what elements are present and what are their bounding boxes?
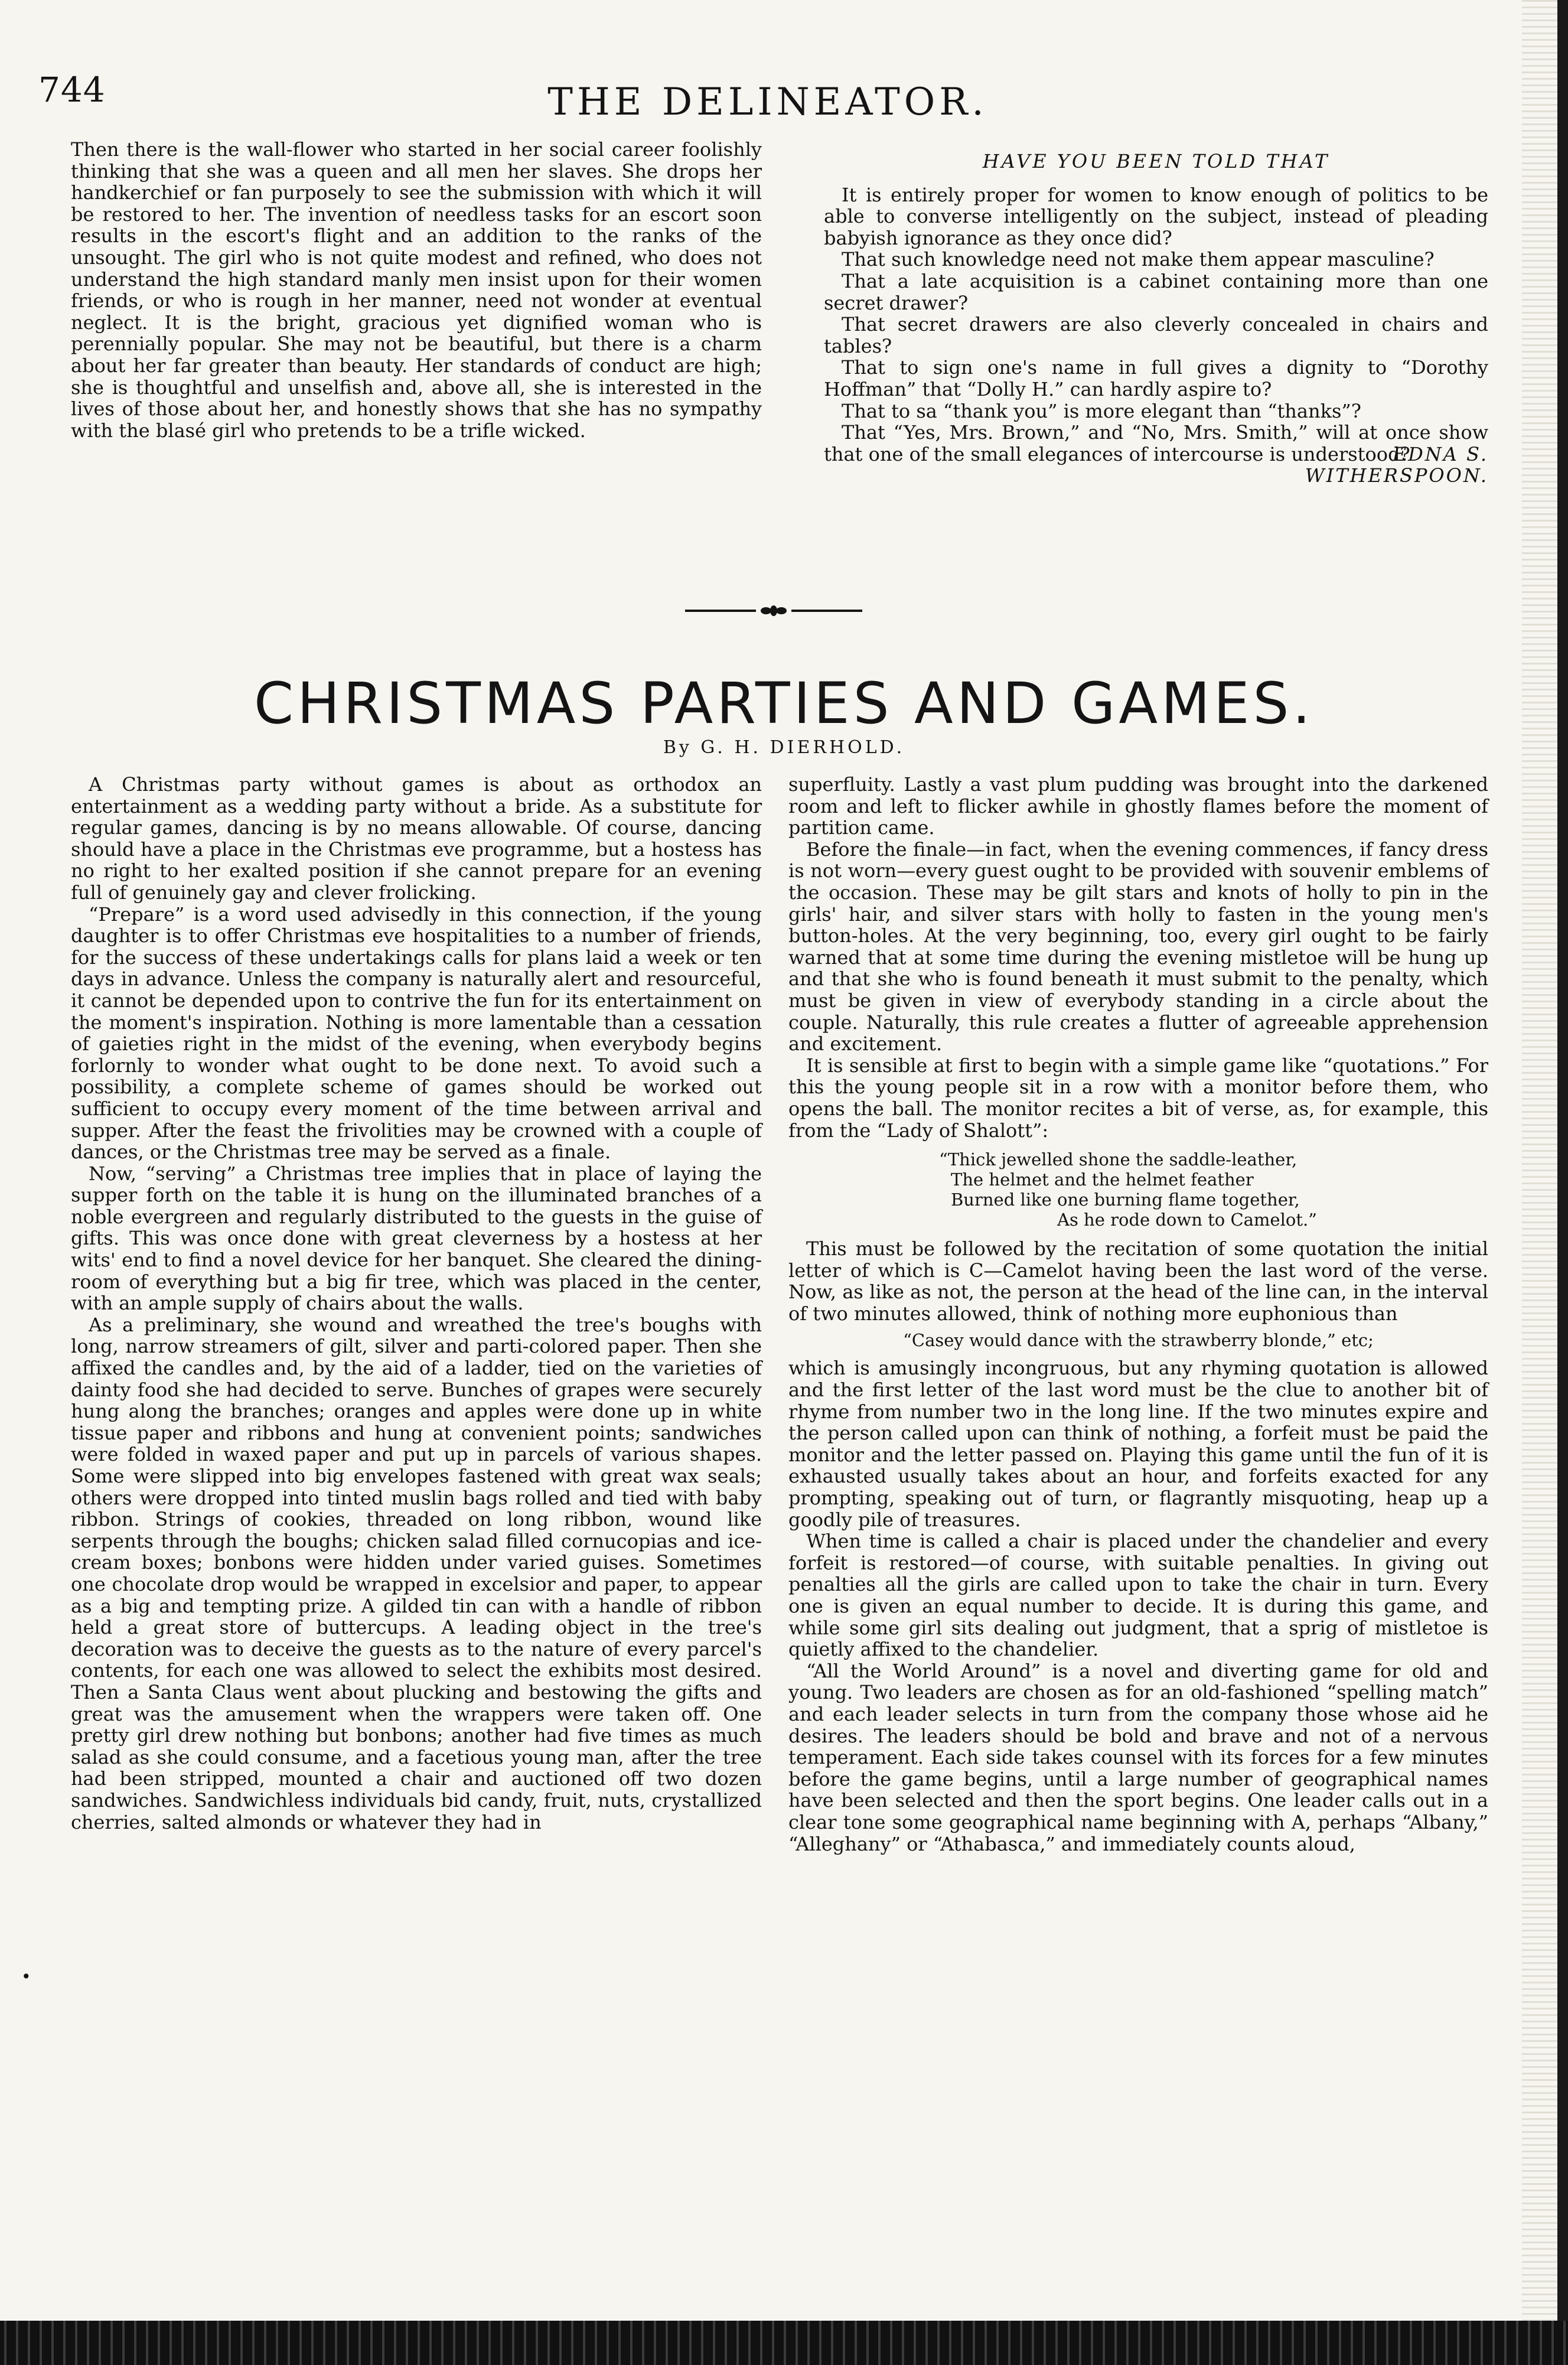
article-paragraph: It is sensible at first to begin with a simple game like “quotations.” For this the young people sit in a row with a monitor before them, who opens the ball. The monitor recites a bit of verse, as, for example, this from the “Lady of Shalott”: (788, 1054, 1488, 1142)
article-paragraph: When time is called a chair is placed under the chandelier and every forfeit is restored—of course, with suitable penalties. In giving out penalties all the girls are called upon to take the chair in turn. Every one is given an equal number to decide. It is during this game, and while some girl sits dealing out judgment, that a sprig of mistletoe is quietly affixed to the chandelier. (788, 1530, 1488, 1661)
section-heading: HAVE YOU BEEN TOLD THAT (982, 150, 1330, 172)
verse-line: “Thick jewelled shone the saddle-leather, (939, 1149, 1298, 1170)
scan-edge-border (1557, 0, 1568, 2365)
article-byline: By G. H. DIERHOLD. (663, 737, 905, 758)
told-item: That “Yes, Mrs. Brown,” and “No, Mrs. Smith,” will at once show that one of the small elegances of intercourse is understood? (824, 421, 1488, 465)
scan-edge-shading (1522, 0, 1557, 2365)
article-paragraph: Before the finale—in fact, when the evening commences, if fancy dress is not worn—every guest ought to be provided with souvenir emblems of the occasion. These may be gilt stars and knots of holly to pin in the girls' hair, and silver stars with holly to fasten in the young men's button-holes. At the very beginning, too, every girl ought to be fairly warned that at some time during the evening mistletoe will be hung up and that she who is found beneath it must submit to the penalty, which must be given in view of everybody standing in a circle about the couple. Naturally, this rule creates a flutter of agreeable apprehension and excitement. (788, 838, 1488, 1056)
article-paragraph: “Prepare” is a word used advisedly in this connection, if the young daughter is to offer Christmas eve hospitalities to a number of friends, for the success of these undertakings calls for plans laid a week or ten days in advance. Unless the company is naturally alert and resourceful, it cannot be depended upon to contrive the fun for its entertainment on the moment's inspiration. Nothing is more lamentable than a cessation of gaieties right in the midst of the evening, when everybody begins forlornly to wonder what ought to be done next. To avoid such a possibility, a complete scheme of games should be worked out sufficient to occupy every moment of the time between arrival and supper. After the feast the frivolities may be crowned with a couple of dances, or the Christmas tree may be served as a finale. (71, 903, 762, 1164)
article-left-column (71, 774, 762, 1833)
scan-bottom-band (0, 2321, 1568, 2365)
article-right-column (788, 774, 1488, 1855)
told-item: That a late acquisition is a cabinet containing more than one secret drawer? (824, 269, 1488, 314)
section-divider-ornament (685, 604, 862, 618)
told-item: That to sign one's name in full gives a dignity to “Dorothy Hoffman” that “Dolly H.” can hardly aspire to? (824, 356, 1488, 400)
margin-mark: • (21, 1967, 31, 1986)
told-item: That secret drawers are also cleverly concealed in chairs and tables? (824, 313, 1488, 357)
told-item: That such knowledge need not make them appear masculine? (842, 248, 1435, 271)
running-head: THE DELINEATOR. (547, 80, 988, 124)
told-item: That to sa “thank you” is more elegant than “thanks”? (842, 399, 1361, 422)
lady-of-shalott-verse (939, 1149, 1488, 1230)
verse-line: The helmet and the helmet feather (951, 1170, 1254, 1190)
verse-line: As he rode down to Camelot.” (1057, 1210, 1318, 1230)
have-you-been-told-column (824, 151, 1488, 487)
page-header (38, 70, 1497, 129)
told-item: It is entirely proper for women to know enough of politics to be able to converse intelligently on the subject, instead of pleading babyish ignorance as they once did? (824, 183, 1488, 249)
article-paragraph: superfluity. Lastly a vast plum pudding was brought into the darkened room and left to flicker awhile in ghostly flames before the moment of partition came. (788, 773, 1488, 839)
article-paragraph: As a preliminary, she wound and wreathed the tree's boughs with long, narrow streamers of gilt, silver and parti-colored paper. Then she affixed the candles and, by the aid of a ladder, tied on the varieties of dainty food she had decided to serve. Bunches of grapes were securely hung along the branches; oranges and apples were done up in white tissue paper and ribbons and hung at convenient points; sandwiches were folded in waxed paper and put up in parcels of various shapes. Some were slipped into big envelopes fastened with great wax seals; others were dropped into tinted muslin bags rolled and tied with baby ribbon. Strings of cookies, threaded on long ribbon, wound like serpents through the boughs; chicken salad filled cornucopias and ice-cream boxes; bonbons were hidden under varied guises. Sometimes one chocolate drop would be wrapped in excelsior and paper, to appear as a big and tempting prize. A gilded tin can with a handle of ribbon held a great store of buttercups. A leading object in the tree's decoration was to deceive the guests as to the nature of every parcel's contents, for each one was allowed to select the exhibits most desired. Then a Santa Claus went about plucking and bestowing the gifts and great was the amusement when the wrappers were taken off. One pretty girl drew nothing but bonbons; another had five times as much salad as she could consume, and a facetious young man, after the tree had been stripped, mounted a chair and auctioned off two dozen sandwiches. Sandwichless individuals bid candy, fruit, nuts, crystallized cherries, salted almonds or whatever they had in (71, 1313, 762, 1833)
article-paragraph: “All the World Around” is a novel and diverting game for old and young. Two leaders are chosen as for an old-fashioned “spelling match” and each leader selects in turn from the company those whose aid he desires. The leaders should be bold and brave and not of a nervous temperament. Each side takes counsel with its forces for a few minutes before the game begins, until a large number of geographical names have been selected and then the sport begins. One leader calls out in a clear tone some geographical name beginning with A, perhaps “Albany,” “Alleghany” or “Athabasca,” and immediately counts aloud, (788, 1659, 1488, 1855)
article-paragraph: Now, “serving” a Christmas tree implies that in place of laying the supper forth on the table it is hung on the illuminated branches of a noble evergreen and regularly distributed to the guests in the guise of gifts. This was once done with great cleverness by a hostess at her wits' end to find a novel device for her banquet. She cleared the dining-room of everything but a big fir tree, which was placed in the center, with an ample supply of chairs about the walls. (71, 1162, 762, 1315)
wallflower-paragraph: Then there is the wall-flower who started in her social career foolishly thinking that she was a queen and all men her slaves. She drops her handkerchief or fan purposely to see the submission with which it will be restored to her. The invention of needless tasks for an escort soon results in the escort's flight and an addition to the ranks of the unsought. The girl who is not quite modest and refined, who does not understand the high standard manly men insist upon for their women friends, or who is rough in her manner, need not wonder at eventual neglect. It is the bright, gracious yet dignified woman who is perennially popular. She may not be beautiful, but there is a charm about her far greater than beauty. Her standards of conduct are high; she is thoughtful and unselfish and, above all, she is interested in the lives of those about her, and honestly shows that she has no sympathy with the blasé girl who pretends to be a trifle wicked. (71, 138, 762, 442)
quote-line: “Casey would dance with the strawberry blonde,” etc; (903, 1330, 1374, 1351)
wallflower-column (71, 139, 762, 441)
article-paragraph: which is amusingly incongruous, but any rhyming quotation is allowed and the first letter of the last word must be the clue to another bit of rhyme from number two in the long line. If the two minutes expire and the person called upon can think of nothing, a forfeit must be paid the monitor and the letter passed on. Playing this game until the fun of it is exhausted usually takes about an hour, and forfeits exacted for any prompting, speaking out of turn, or flagrantly misquoting, heap up a goodly pile of treasures. (788, 1357, 1488, 1531)
page-number: 744 (38, 70, 106, 110)
verse-line: Burned like one burning flame together, (951, 1190, 1300, 1210)
article-paragraph: This must be followed by the recitation of some quotation the initial letter of which is C—Camelot having been the last word of the verse. Now, as like as not, the person at the head of the line can, in the interval of two minutes allowed, think of nothing more euphonious than (788, 1237, 1488, 1325)
author-signature: EDNA S. WITHERSPOON. (1305, 442, 1488, 487)
article-paragraph: A Christmas party without games is about as orthodox an entertainment as a wedding party without a bride. As a substitute for regular games, dancing is by no means allowable. Of course, dancing should have a place in the Christmas eve programme, but a hostess has no right to her exalted position if she cannot prepare for an evening full of genuinely gay and clever frolicking. (71, 773, 762, 904)
article-title: CHRISTMAS PARTIES AND GAMES. (254, 670, 1314, 737)
